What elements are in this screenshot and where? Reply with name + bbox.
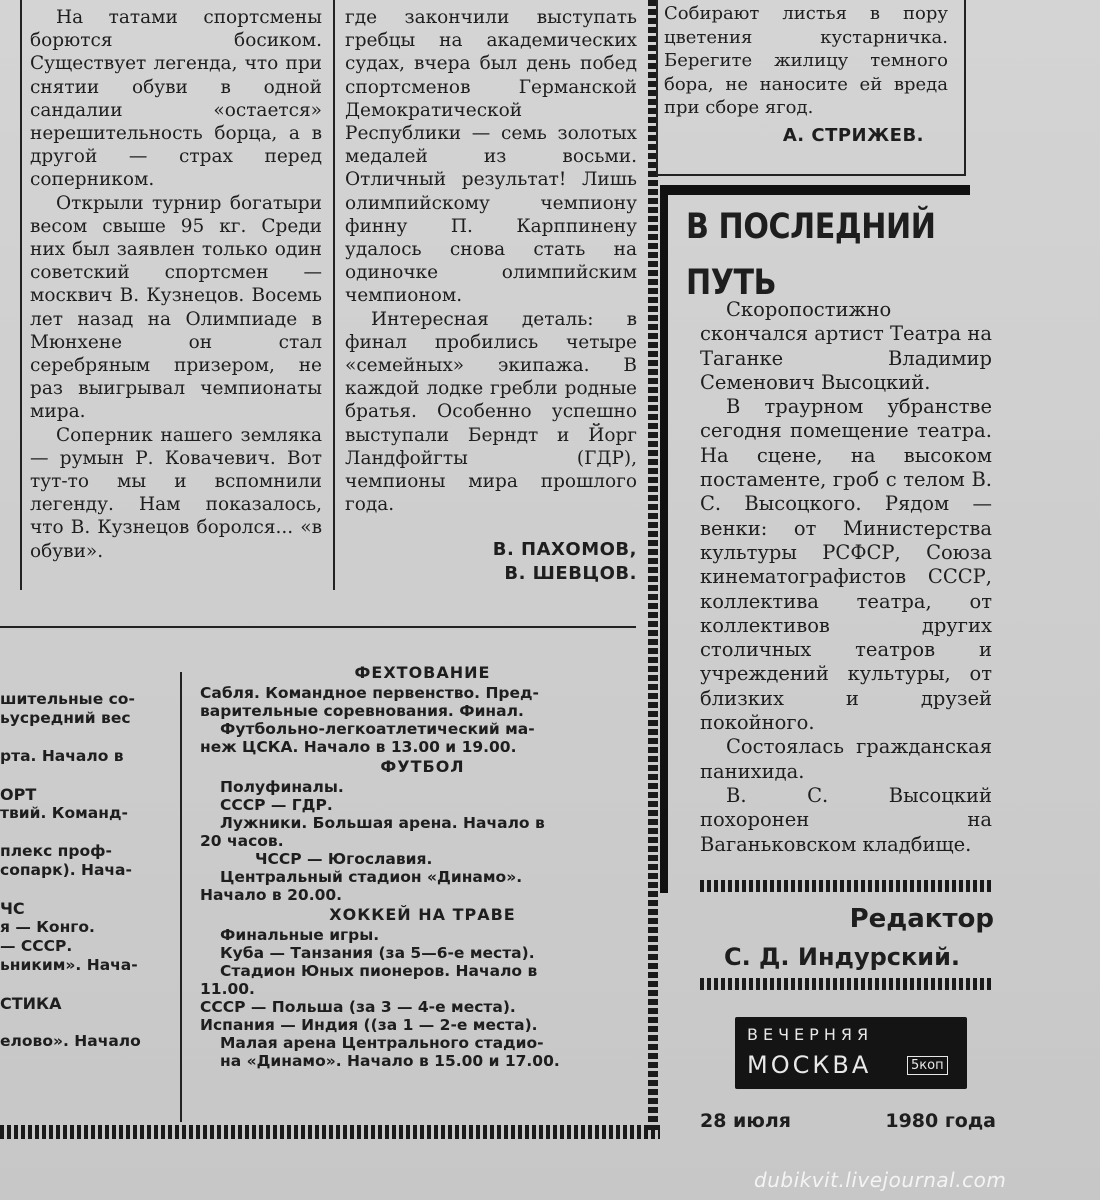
obituary-paragraph: Состоялась гражданская панихида.: [700, 735, 992, 783]
schedule-gap: [0, 1013, 170, 1032]
author-signature: В. ПАХОМОВ,: [492, 539, 637, 561]
schedule-line: неж ЦСКА. Начало в 13.00 и 19.00.: [200, 738, 517, 756]
obituary-paragraph: Скоропостижно скончался артист Театра на Таганке Владимир Семенович Высоцкий.: [700, 298, 992, 394]
editor-label: Редактор: [849, 904, 994, 934]
obituary-frame-left: [660, 185, 668, 893]
schedule-line: Футбольно-легкоатлетический ма-: [220, 720, 535, 738]
obituary-paragraph: В. С. Высоцкий похоронен на Ваганьковском кладбище.: [700, 783, 992, 856]
schedule-line: ьниким». Нача-: [0, 956, 138, 974]
schedule-line: Стадион Юных пионеров. Начало в: [220, 962, 538, 980]
obituary-body: [700, 298, 992, 857]
article-paragraph: На татами спортсмены борются босиком. Существует легенда, что при снятии обуви в одной сандалии «остается» нерешительность борца, а в другой — страх перед соперником.: [30, 7, 322, 191]
schedule-line: Испания — Индия ((за 1 — 2-е места).: [200, 1016, 538, 1034]
author-signature: А. СТРИЖЕВ.: [782, 125, 924, 146]
schedule-line: СССР — Польша (за 3 — 4-е места).: [200, 998, 516, 1016]
watermark-text: dubikvit.livejournal.com: [754, 1168, 1007, 1192]
schedule-line: рта. Начало в: [0, 747, 124, 765]
dashed-bottom-border: [0, 1125, 660, 1139]
editor-block: [690, 900, 994, 976]
schedule-gap: [0, 975, 170, 994]
schedule-line: варительные соревнования. Финал.: [200, 702, 524, 720]
schedule-line: 20 часов.: [200, 832, 284, 850]
author-signature: В. ШЕВЦОВ.: [504, 563, 637, 585]
obituary-title: [686, 199, 970, 311]
issue-year: 1980 года: [885, 1110, 996, 1132]
schedule-line: Центральный стадион «Динамо».: [220, 868, 523, 886]
berry-article-text: [664, 2, 948, 120]
schedule-line: ьусредний вес: [0, 709, 131, 727]
vechernyaya-moskva-logo: [735, 1017, 967, 1089]
schedule-header: ЧС: [0, 899, 25, 918]
column-rule: [20, 0, 22, 590]
obituary-title-line: ПУТЬ: [686, 263, 777, 303]
obituary-frame-top: [660, 185, 970, 195]
schedule-header-hockey: ХОККЕЙ НА ТРАВЕ: [329, 905, 516, 924]
schedule-gap: [0, 823, 170, 842]
schedule-header-football: ФУТБОЛ: [380, 757, 465, 776]
schedule-line: 11.00.: [200, 980, 255, 998]
schedule-line: плекс проф-: [0, 842, 112, 860]
obituary-paragraph: В траурном убранстве сегодня помещение театра. На сцене, на высоком постаменте, гроб с телом В. С. Высоцкого. Рядом — венки: от Министерства культуры РСФСР, Союза кинематографистов СССР, коллектива театра, от коллективов других столичных театров и учреждений культуры, от близких и друзей покойного.: [700, 395, 992, 735]
schedule-line: на «Динамо». Начало в 15.00 и 17.00.: [220, 1052, 560, 1070]
editor-name: С. Д. Индурский.: [723, 943, 961, 971]
schedule-line: Начало в 20.00.: [200, 886, 343, 904]
schedule-header: СТИКА: [0, 994, 62, 1013]
schedule-line: елово». Начало: [0, 1032, 141, 1050]
article-paragraph: Собирают листья в пору цветения кустарничка. Берегите жилицу темного бора, не наносите ей вреда при сборе ягод.: [664, 3, 948, 118]
schedule-gap: [0, 728, 170, 747]
schedule-line: сопарк). Нача-: [0, 861, 132, 879]
schedule-line: Полуфиналы.: [220, 778, 344, 796]
schedule-line: твий. Команд-: [0, 804, 128, 822]
dashed-divider: [700, 880, 992, 892]
schedule-gap: [0, 880, 170, 899]
schedule-line: Финальные игры.: [220, 926, 380, 944]
schedule-header: ОРТ: [0, 785, 37, 804]
article-paragraph: Интересная деталь: в финал пробились четыре «семейных» экипажа. В каждой лодке гребли родные братья. Особенно успешно выступали Берндт и Йорг Ландфойгты (ГДР), чемпионы мира прошлого года.: [345, 308, 637, 516]
obituary-title-line: В ПОСЛЕДНИЙ: [686, 207, 936, 247]
schedule-line: шительные со-: [0, 690, 135, 708]
column-rule: [333, 0, 335, 590]
schedule-left-fragment: [0, 690, 170, 1051]
dashed-divider: [700, 978, 992, 990]
logo-line-2: МОСКВА: [747, 1051, 872, 1079]
schedule-header-fencing: ФЕХТОВАНИЕ: [354, 663, 491, 682]
schedule-line: Куба — Танзания (за 5—6-е места).: [220, 944, 535, 962]
article-paragraph: где закончили выступать гребцы на академических судах, вчера был день побед спортсменов Германской Демократической Республики — семь золотых медалей из восьми. Отличный результат! Лишь олимпийскому чемпиону финну П. Карппинену удалось снова стать на одиночке олимпийским чемпионом.: [345, 7, 637, 307]
sports-schedule: [200, 662, 645, 1070]
obituary-block: [660, 185, 992, 893]
article-paragraph: Открыли турнир богатыри весом свыше 95 кг. Среди них был заявлен только один советский спортсмен — москвич В. Кузнецов. Восемь лет назад на Олимпиаде в Мюнхене он стал серебряным призером, не раз выигрывал чемпионаты мира.: [30, 192, 322, 423]
section-divider: [0, 626, 636, 628]
schedule-line: ЧССР — Югославия.: [255, 850, 433, 868]
issue-day-month: 28 июля: [700, 1110, 791, 1132]
schedule-gap: [0, 766, 170, 785]
column-rule: [180, 672, 182, 1122]
article-paragraph: Соперник нашего земляка — румын Р. Ковачевич. Вот тут-то мы и вспомнили легенду. Нам показалось, что В. Кузнецов боролся... «в обуви».: [30, 424, 322, 562]
schedule-line: я — Конго.: [0, 918, 95, 936]
schedule-line: — СССР.: [0, 937, 73, 955]
schedule-line: Малая арена Центрального стадио-: [220, 1034, 544, 1052]
logo-price-badge: 5коп: [907, 1056, 948, 1075]
article-judo-column: [30, 6, 322, 563]
article-rowing-column: [345, 6, 637, 586]
logo-line-1: ВЕЧЕРНЯЯ: [747, 1025, 874, 1044]
schedule-line: Сабля. Командное первенство. Пред-: [200, 684, 539, 702]
schedule-line: Лужники. Большая арена. Начало в: [220, 814, 545, 832]
schedule-line: СССР — ГДР.: [220, 796, 333, 814]
